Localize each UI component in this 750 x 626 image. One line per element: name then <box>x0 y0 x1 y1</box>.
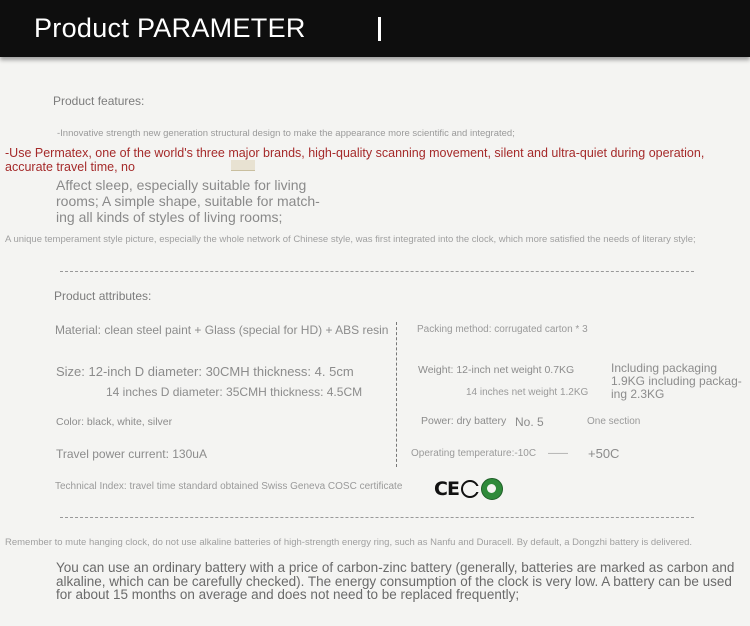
attr-packaging-line-1: Including packaging <box>611 361 718 375</box>
attr-power-value: No. 5 <box>515 415 544 429</box>
ce-hook-icon <box>461 480 479 498</box>
features-sleep-line-2: rooms; A simple shape, suitable for match- <box>56 193 320 209</box>
attr-op-temp-label: Operating temperature:-10C <box>411 448 537 459</box>
attr-op-temp-max: +50C <box>588 446 620 461</box>
ccc-mark-icon <box>481 478 503 500</box>
attr-op-temp-dash: —— <box>548 448 568 459</box>
attr-size-12: Size: 12-inch D diameter: 30CMH thickness: 4. 5cm <box>56 364 354 379</box>
battery-info: You can use an ordinary battery with a price of carbon-zinc battery (generally, batteries are marked as carbon and alkaline, which can be carefully checked). The energy consumption of the clock is very low. A battery can be used for about 15 months on average and does not need to be replaced frequently; <box>56 560 735 602</box>
attr-travel-power: Travel power current: 130uA <box>56 447 207 461</box>
attr-technical-index: Technical Index: travel time standard obtained Swiss Geneva COSC certificate <box>55 481 403 492</box>
attr-color: Color: black, white, silver <box>56 416 173 428</box>
attr-packaging-line-3: ing 2.3KG <box>611 387 665 401</box>
features-sleep-line-3: ing all kinds of styles of living rooms; <box>56 209 283 225</box>
features-temperament: A unique temperament style picture, especially the whole network of Chinese style, was first integrated into the clock, which more satisfied the needs of literary style; <box>5 234 696 245</box>
attr-weight-12: Weight: 12-inch net weight 0.7KG <box>418 364 575 376</box>
attr-power-section: One section <box>587 416 641 427</box>
features-heading: Product features: <box>53 94 145 108</box>
attr-power-label: Power: dry battery <box>421 415 507 427</box>
features-intro: -Innovative strength new generation structural design to make the appearance more scientific and integrated; <box>57 128 515 139</box>
section-divider <box>60 271 694 272</box>
attr-material: Material: clean steel paint + Glass (special for HD) + ABS resin <box>55 323 389 337</box>
certification-marks <box>434 478 503 500</box>
attributes-heading: Product attributes: <box>54 289 152 303</box>
attr-weight-14: 14 inches net weight 1.2KG <box>466 387 589 398</box>
page-title: Product PARAMETER <box>34 13 306 43</box>
attr-packing: Packing method: corrugated carton * 3 <box>417 324 588 335</box>
attr-packaging-line-2: 1.9KG including packag- <box>611 374 742 388</box>
title-divider <box>378 17 381 41</box>
inline-image-mark <box>231 160 255 171</box>
header-bar <box>0 0 750 57</box>
ce-mark-icon: CE <box>434 478 459 500</box>
features-sleep-line-1: Affect sleep, especially suitable for living <box>56 177 307 193</box>
features-highlight: -Use Permatex, one of the world's three major brands, high-quality scanning movement, silent and ultra-quiet during operation, accurate travel time, no <box>5 146 705 174</box>
attr-size-14: 14 inches D diameter: 35CMH thickness: 4.5CM <box>106 385 363 399</box>
battery-warning: Remember to mute hanging clock, do not use alkaline batteries of high-strength energy ring, such as Nanfu and Duracell. By default, a Dongzhi battery is delivered. <box>5 537 693 548</box>
section-divider-bottom <box>60 517 694 518</box>
column-divider <box>396 322 397 467</box>
